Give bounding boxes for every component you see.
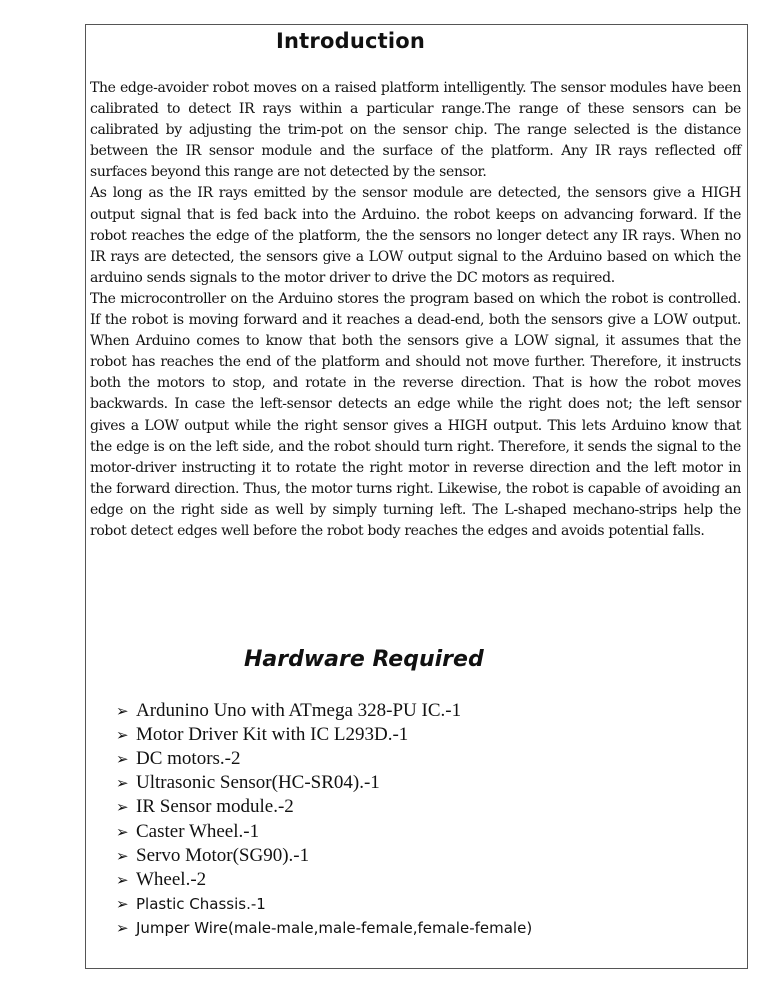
list-item [116, 868, 532, 892]
arrow-bullet-icon: ➢ [116, 822, 129, 841]
introduction-heading: Introduction [276, 29, 426, 53]
list-item-text: Caster Wheel.-1 [136, 820, 260, 842]
list-item [116, 747, 532, 771]
arrow-bullet-icon: ➢ [116, 702, 129, 721]
arrow-bullet-icon: ➢ [116, 846, 129, 865]
arrow-bullet-icon: ➢ [116, 894, 129, 913]
intro-paragraph-2: As long as the IR rays emitted by the sensor module are detected, the sensors give a HIGH output signal that is fed back into the Arduino. the robot keeps on advancing forward. If the robot reaches the edge of the platform, the the sensors no longer detect any IR rays. When no IR rays are detected, the sensors give a LOW output signal to the Arduino based on which the arduino sends signals to the motor driver to drive the DC motors as required. [90, 185, 741, 286]
hardware-list [116, 699, 532, 940]
intro-paragraph-1: The edge-avoider robot moves on a raised platform intelligently. The sensor modules have been calibrated to detect IR rays within a particular range.The range of these sensors can be calibrated by adjusting the trim-pot on the sensor chip. The range selected is the distance between the IR sensor module and the surface of the platform. Any IR rays reflected off surfaces beyond this range are not detected by the sensor. [90, 80, 741, 181]
arrow-bullet-icon: ➢ [116, 774, 129, 793]
list-item [116, 795, 532, 819]
list-item-text: Wheel.-2 [136, 868, 207, 890]
list-item [116, 819, 532, 843]
list-item-text: Motor Driver Kit with IC L293D.-1 [136, 724, 409, 746]
list-item-text: Jumper Wire(male-male,male-female,female-female) [136, 918, 533, 937]
arrow-bullet-icon: ➢ [116, 798, 129, 817]
introduction-body [90, 78, 741, 542]
intro-paragraph-3: The microcontroller on the Arduino stores the program based on which the robot is controlled. If the robot is moving forward and it reaches a dead-end, both the sensors give a LOW output. When Arduino comes to know that both the sensors give a LOW signal, it assumes that the robot has reaches the end of the platform and should not move further. Therefore, it instructs both the motors to stop, and rotate in the reverse direction. That is how the robot moves backwards. In case the left-sensor detects an edge while the right does not; the left sensor gives a LOW output while the right sensor gives a HIGH output. This lets Arduino know that the edge is on the left side, and the robot should turn right. Therefore, it sends the signal to the motor-driver instructing it to rotate the right motor in reverse direction and the left motor in the forward direction. Thus, the motor turns right. Likewise, the robot is capable of avoiding an edge on the right side as well by simply turning left. The L-shaped mechano-strips help the robot detect edges well before the robot body reaches the edges and avoids potential falls. [90, 290, 741, 539]
hardware-heading: Hardware Required [244, 647, 484, 672]
list-item-text: IR Sensor module.-2 [136, 796, 294, 818]
arrow-bullet-icon: ➢ [116, 750, 129, 769]
list-item-text: Plastic Chassis.-1 [136, 894, 266, 913]
list-item [116, 844, 532, 868]
list-item-text: Ultrasonic Sensor(HC-SR04).-1 [136, 772, 380, 794]
list-item-text: Ardunino Uno with ATmega 328-PU IC.-1 [136, 700, 462, 722]
list-item [116, 892, 532, 916]
list-item [116, 699, 532, 723]
list-item-text: Servo Motor(SG90).-1 [136, 844, 310, 866]
arrow-bullet-icon: ➢ [116, 918, 129, 937]
arrow-bullet-icon: ➢ [116, 726, 129, 745]
list-item [116, 723, 532, 747]
arrow-bullet-icon: ➢ [116, 870, 129, 889]
list-item-text: DC motors.-2 [136, 748, 241, 770]
list-item [116, 771, 532, 795]
list-item [116, 916, 532, 940]
